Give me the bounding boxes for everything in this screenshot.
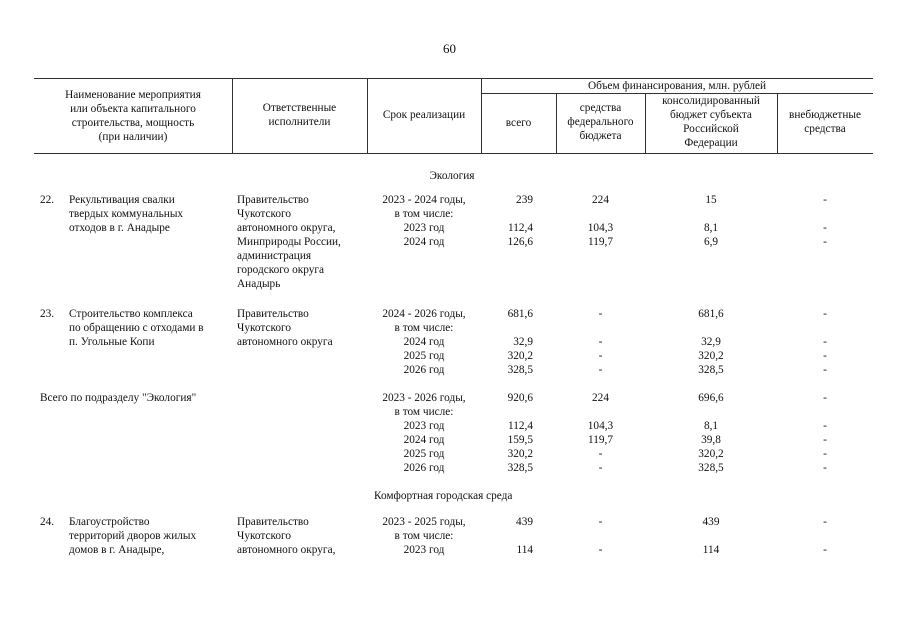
row-periods: 2024 - 2026 годы, в том числе: 2024 год 2025 год 2026 год (382, 308, 466, 376)
row-periods: 2023 - 2025 годы, в том числе: 2023 год (382, 516, 466, 556)
header-responsible-col: Ответственные исполнители (262, 102, 337, 128)
row-consolidated-values: 696,6 8,1 39,8 320,2 328,5 (698, 392, 724, 474)
header-federal-col: средства федерального бюджета (567, 102, 634, 142)
row-responsible: Правительство Чукотского автономного округа (237, 308, 333, 348)
row-extra-values: - - - - - (823, 392, 827, 474)
section-comfort: Комфортная городская среда (374, 490, 513, 502)
row-responsible: Правительство Чукотского автономного округа, Минприроды России, администрация городского округа Анадырь (237, 194, 341, 290)
page-number: 60 (443, 41, 456, 56)
subtotal-label: Всего по подразделу "Экология" (40, 392, 197, 404)
header-name-col: Наименование мероприятия или объекта капитального строительства, мощность (при наличии) (65, 89, 201, 143)
row-name: Благоустройство территорий дворов жилых домов в г. Анадыре, (69, 516, 197, 556)
header-consolidated-col: консолидированный бюджет субъекта Российской Федерации (662, 95, 760, 149)
row-periods: 2023 - 2026 годы, в том числе: 2023 год 2024 год 2025 год 2026 год (382, 392, 466, 474)
section-ecology: Экология (429, 170, 475, 182)
row-consolidated-values: 439 114 (702, 516, 720, 556)
header-period-col: Срок реализации (382, 109, 466, 121)
row-federal-values: 224 104,3 119,7 - - (587, 392, 614, 474)
row-total-values: 439 114 (516, 516, 533, 556)
row-extra-values: - - - - (823, 308, 827, 376)
row-consolidated-values: 681,6 32,9 320,2 328,5 (698, 308, 724, 376)
row-extra-values: - - - (823, 194, 827, 248)
row-number: 23. (40, 308, 55, 320)
row-total-values: 920,6 112,4 159,5 320,2 328,5 (507, 392, 533, 474)
row-federal-values: - - (598, 516, 603, 556)
row-number: 24. (40, 516, 55, 528)
row-federal-values: - - - - (598, 308, 603, 376)
header-extra-col: внебюджетные средства (788, 109, 861, 135)
header-bottom-rule (34, 153, 873, 154)
header-total-col: всего (505, 117, 532, 129)
row-total-values: 681,6 32,9 320,2 328,5 (507, 308, 533, 376)
row-name: Рекультивация свалки твердых коммунальных отходов в г. Анадыре (69, 194, 184, 234)
row-number: 22. (40, 194, 55, 206)
row-periods: 2023 - 2024 годы, в том числе: 2023 год 2024 год (382, 194, 466, 248)
row-responsible: Правительство Чукотского автономного округа, (237, 516, 336, 556)
row-federal-values: 224 104,3 119,7 (587, 194, 614, 248)
row-total-values: 239 112,4 126,6 (507, 194, 533, 248)
header-funding-group: Объем финансирования, млн. рублей (587, 80, 767, 92)
row-extra-values: - - (823, 516, 827, 556)
row-consolidated-values: 15 8,1 6,9 (703, 194, 719, 248)
row-name: Строительство комплекса по обращению с отходами в п. Угольные Копи (69, 308, 204, 348)
